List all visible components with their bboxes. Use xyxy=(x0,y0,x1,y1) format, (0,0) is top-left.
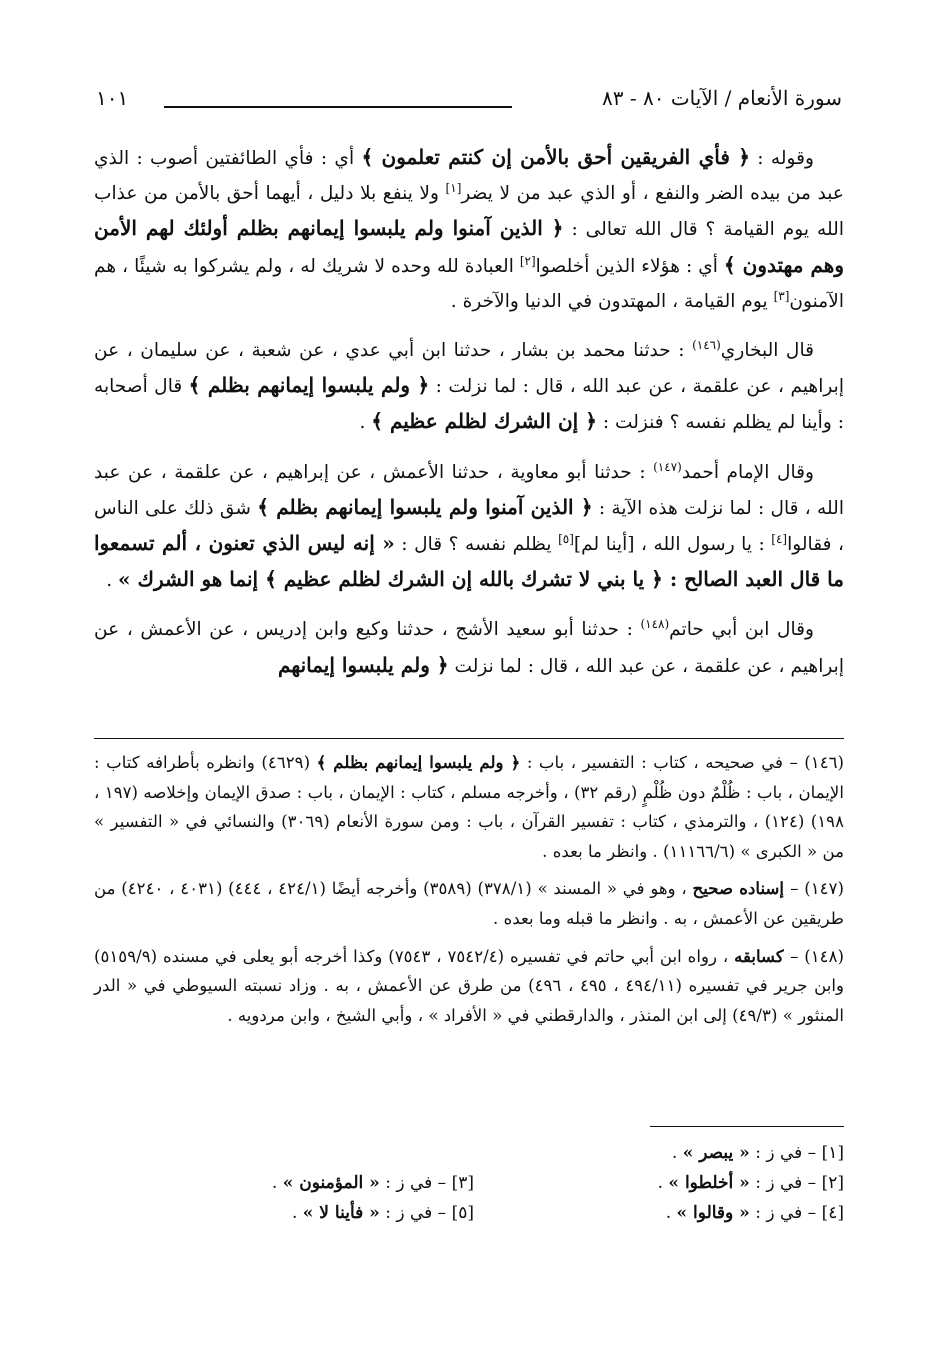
text: : حدثنا محمد بن بشار ، حدثنا ابن أبي عدي ، عن شعبة ، عن سليمان ، عن إبراهيم ، عن علقمة ، عن عبد الله ، قال : لما نزلت : xyxy=(94,340,844,398)
quran-quote: ﴿ إن الشرك لظلم عظيم ﴾ xyxy=(371,409,597,434)
quran-quote: ﴿ ولم يلبسوا إيمانهم xyxy=(278,652,449,677)
running-title: سورة الأنعام / الآيات ٨٠ - ٨٣ xyxy=(602,86,842,110)
text: وقال الإمام أحمد xyxy=(681,461,814,483)
footnote-147 xyxy=(94,874,844,933)
header-rule xyxy=(164,106,512,108)
footnote-146 xyxy=(94,748,844,866)
footnote-number: (١٤٨) – xyxy=(790,946,844,966)
variant-2 xyxy=(658,1168,844,1198)
paragraph-2 xyxy=(94,333,844,441)
text: – في ز : xyxy=(749,1203,822,1223)
quran-quote: ﴿ الذين آمنوا ولم يلبسوا إيمانهم بظلم أولئك لهم الأمن وهم مهتدون ﴾ xyxy=(94,216,844,277)
text: : يا رسول الله ، [أينا لم] xyxy=(573,534,772,556)
variant-ref: [١] xyxy=(445,181,462,196)
variant-1 xyxy=(672,1138,844,1168)
variant-number: [٥] xyxy=(451,1203,474,1223)
text: . xyxy=(671,1143,683,1163)
variant-5 xyxy=(292,1198,474,1228)
variant-number: [٢] xyxy=(821,1173,844,1193)
footnote-ref: (١٤٦) xyxy=(692,337,721,352)
quran-quote: ﴿ ولم يلبسوا إيمانهم بظلم ﴾ xyxy=(316,752,521,772)
variant-reading: « أخلطوا » xyxy=(668,1173,750,1193)
footnote-number: (١٤٦) – xyxy=(789,753,845,772)
text: : حدثنا أبو سعيد الأشج ، حدثنا وكيع وابن إدريس ، عن الأعمش ، عن إبراهيم ، عن علقمة ، عن عبد الله ، قال : لما نزلت xyxy=(94,619,844,677)
text: وقوله : xyxy=(750,148,814,169)
variant-reading: « فأينا لا » xyxy=(302,1203,380,1223)
variants-row-2 xyxy=(94,1168,844,1198)
variants-row-3 xyxy=(94,1198,844,1228)
text: . xyxy=(106,570,119,592)
text: – في ز : xyxy=(749,1173,822,1193)
paragraph-1 xyxy=(94,140,844,319)
textual-variants xyxy=(94,1138,844,1228)
variants-row-1 xyxy=(94,1138,844,1168)
variant-ref: [٥] xyxy=(558,531,574,546)
text: أي : هؤلاء الذين أخلصوا xyxy=(535,255,724,277)
footnote-ref: (١٤٨) xyxy=(640,617,670,632)
quran-quote: ﴿ ولم يلبسوا إيمانهم بظلم ﴾ xyxy=(188,373,430,398)
text: في صحيحه ، كتاب : التفسير ، باب : xyxy=(520,753,790,772)
text: ، وهو في « المسند » (٣٧٨/١) (٣٥٨٩) وأخرجه أيضًا (٤٢٤/١ ، ٤٤٤) (٤٠٣١ ، ٤٢٤٠) من طريقين عن الأعمش ، به . وانظر ما قبله وما بعده . xyxy=(94,879,844,928)
text: . xyxy=(291,1203,303,1223)
text: : حدثنا أبو معاوية ، حدثنا الأعمش ، عن إبراهيم ، عن علقمة ، عن عبد الله ، قال : لما نزلت هذه الآية : xyxy=(94,461,845,519)
hadith-quote: إنما هو الشرك » xyxy=(118,567,266,592)
variant-3 xyxy=(272,1168,474,1198)
footnote-ref: (١٤٧) xyxy=(653,459,682,474)
text: – في ز : xyxy=(749,1143,822,1163)
text: قال البخاري xyxy=(720,340,814,362)
variant-reading: « يبصر » xyxy=(682,1143,750,1163)
variant-number: [٣] xyxy=(451,1173,474,1193)
paragraph-3 xyxy=(94,455,844,599)
text: يظلم نفسه ؟ قال : xyxy=(394,534,559,556)
grading: إسناده صحيح xyxy=(692,878,791,899)
paragraph-4 xyxy=(94,612,844,683)
text: أي : فأي الطائفتين أصوب : الذي عبد من بيده الضر والنفع ، أو الذي عبد من لا يضر xyxy=(94,148,845,205)
variant-ref: [٢] xyxy=(519,253,536,268)
variant-number: [١] xyxy=(821,1143,844,1163)
variant-4 xyxy=(666,1198,844,1228)
text: – في ز : xyxy=(379,1173,452,1193)
variant-ref: [٤] xyxy=(771,531,788,546)
hadith-quote: « إنه ليس الذي تعنون ، ألم تسمعوا ما قال العبد الصالح : xyxy=(94,531,844,592)
text: ، رواه ابن أبي حاتم في تفسيره (٧٥٤٢/٤ ، ٧٥٤٣) وكذا أخرجه أبو يعلى في مسنده (٥١٥٩/٩) وابن جرير في تفسيره (٤٩٤/١١ ، ٤٩٥ ، ٤٩٦) من طرق عن الأعمش ، به . وزاد نسبته السيوطي في « الدر المنثور » (٤٩/٣) إلى ابن المنذر ، والدارقطني في « الأفراد » ، وأبي الشيخ ، وابن مردويه . xyxy=(94,946,844,1025)
footnote-number: (١٤٧) – xyxy=(790,879,844,899)
footnote-separator xyxy=(94,738,844,739)
text: وقال ابن أبي حاتم xyxy=(669,619,814,641)
variant-ref: [٣] xyxy=(773,288,790,303)
text: (٤٦٢٩) وانظره بأطرافه كتاب : الإيمان ، باب : ظُلْمٌ دون ظُلْمٍ (رقم ٣٢) ، وأخرجه مسلم ، كتاب : الإيمان ، باب : صدق الإيمان وإخلاصه (١٩٧ ، ١٩٨) (١٢٤) ، والترمذي ، كتاب : تفسير القرآن ، باب : ومن سورة الأنعام (٣٠٦٩) والنسائي في « التفسير » من « الكبرى » (١١١٦٦/٦) . وانظر ما بعده . xyxy=(94,753,844,861)
text: شق ذلك على الناس ، فقالوا xyxy=(94,497,845,556)
page-header xyxy=(96,86,842,122)
variant-reading: « المؤمنون » xyxy=(282,1173,380,1193)
grading: كسابقه xyxy=(734,945,791,966)
quran-quote: ﴿ يا بني لا تشرك بالله إن الشرك لظلم عظيم ﴾ xyxy=(265,567,663,592)
quran-quote: ﴿ فأي الفريقين أحق بالأمن إن كنتم تعلمون ﴾ xyxy=(361,145,750,169)
page-number: ١٠١ xyxy=(96,86,129,110)
text: العبادة لله وحده لا شريك له ، ولم يشركوا به شيئًا ، هم الآمنون xyxy=(94,255,844,312)
variant-reading: « وقالوا » xyxy=(676,1203,750,1223)
variant-number: [٤] xyxy=(821,1203,844,1223)
text: ولا ينفع بلا دليل ، أيهما أحق بالأمن من عذاب الله يوم القيامة ؟ قال الله تعالى : xyxy=(94,183,844,241)
footnotes xyxy=(94,748,844,1038)
text: يوم القيامة ، المهتدون في الدنيا والآخرة . xyxy=(450,290,774,312)
text: . xyxy=(665,1203,677,1223)
footnote-148 xyxy=(94,942,844,1031)
text: . xyxy=(657,1173,669,1193)
text: – في ز : xyxy=(379,1203,452,1223)
variants-separator xyxy=(650,1126,844,1127)
main-text xyxy=(94,140,844,698)
text: . xyxy=(271,1173,283,1193)
text: قال أصحابه : وأينا لم يظلم نفسه ؟ فنزلت : xyxy=(94,376,844,434)
quran-quote: ﴿ الذين آمنوا ولم يلبسوا إيمانهم بظلم ﴾ xyxy=(257,494,593,519)
text: . xyxy=(359,412,372,434)
